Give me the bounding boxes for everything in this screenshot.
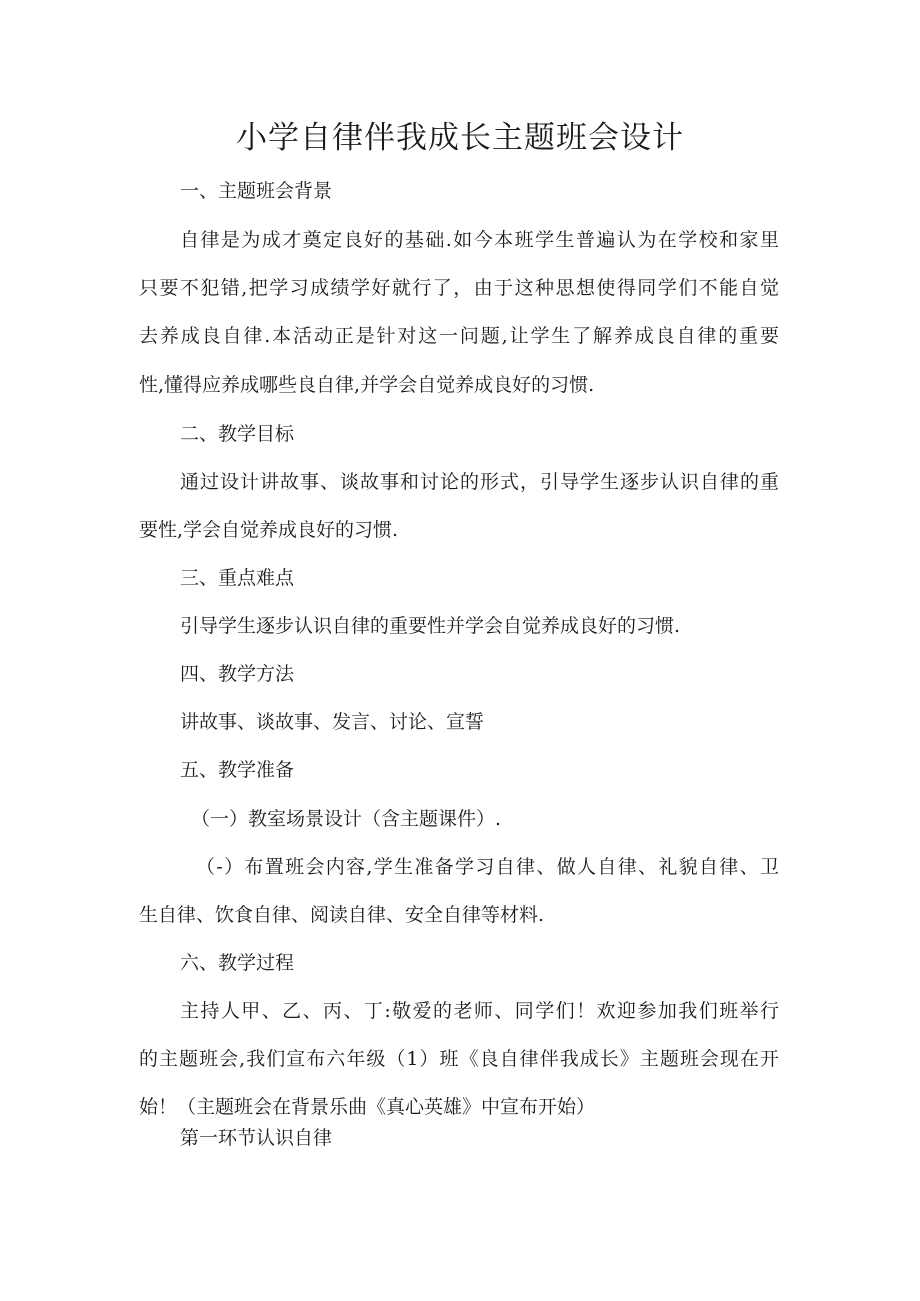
paragraph-line: 引导学生逐步认识自律的重要性并学会自觉养成良好的习惯. bbox=[180, 615, 681, 637]
list-item: （一）教室场景设计（含主题课件）. bbox=[191, 808, 502, 830]
paragraph-line: 通过设计讲故事、谈故事和讨论的形式，引导学生逐步认识自律的重 bbox=[180, 471, 779, 493]
paragraph-line: 自律是为成才奠定良好的基础.如今本班学生普遍认为在学校和家里 bbox=[180, 229, 779, 251]
paragraph-line: 性,懂得应养成哪些良自律,并学会自觉养成良好的习惯. bbox=[139, 374, 595, 396]
section-heading-preparation: 五、教学准备 bbox=[180, 759, 295, 781]
section-heading-background: 一、主题班会背景 bbox=[180, 180, 333, 202]
section-heading-key-points: 三、重点难点 bbox=[180, 567, 295, 589]
document-title: 小学自律伴我成长主题班会设计 bbox=[236, 120, 684, 156]
subsection-heading: 第一环节认识自律 bbox=[180, 1127, 333, 1149]
paragraph-line: 要性,学会自觉养成良好的习惯. bbox=[139, 519, 399, 541]
section-heading-methods: 四、教学方法 bbox=[180, 663, 295, 685]
paragraph-line: 生自律、饮食自律、阅读自律、安全自律等材料. bbox=[139, 904, 545, 926]
paragraph-line: 去养成良自律.本活动正是针对这一问题,让学生了解养成良自律的重要 bbox=[139, 325, 779, 347]
paragraph-line: 的主题班会,我们宣布六年级（1）班《良自律伴我成长》主题班会现在开 bbox=[139, 1048, 779, 1070]
section-heading-goals: 二、教学目标 bbox=[180, 423, 295, 445]
section-heading-process: 六、教学过程 bbox=[180, 952, 295, 974]
list-item: （-）布置班会内容,学生准备学习自律、做人自律、礼貌自律、卫 bbox=[196, 856, 779, 878]
paragraph-line: 只要不犯错,把学习成绩学好就行了，由于这种思想使得同学们不能自觉 bbox=[139, 277, 779, 299]
paragraph-line: 主持人甲、乙、丙、丁:敬爱的老师、同学们！欢迎参加我们班举行 bbox=[180, 1000, 779, 1022]
paragraph-line: 始！（主题班会在背景乐曲《真心英雄》中宣布开始） bbox=[139, 1096, 596, 1118]
paragraph-line: 讲故事、谈故事、发言、讨论、宣誓 bbox=[180, 711, 485, 733]
